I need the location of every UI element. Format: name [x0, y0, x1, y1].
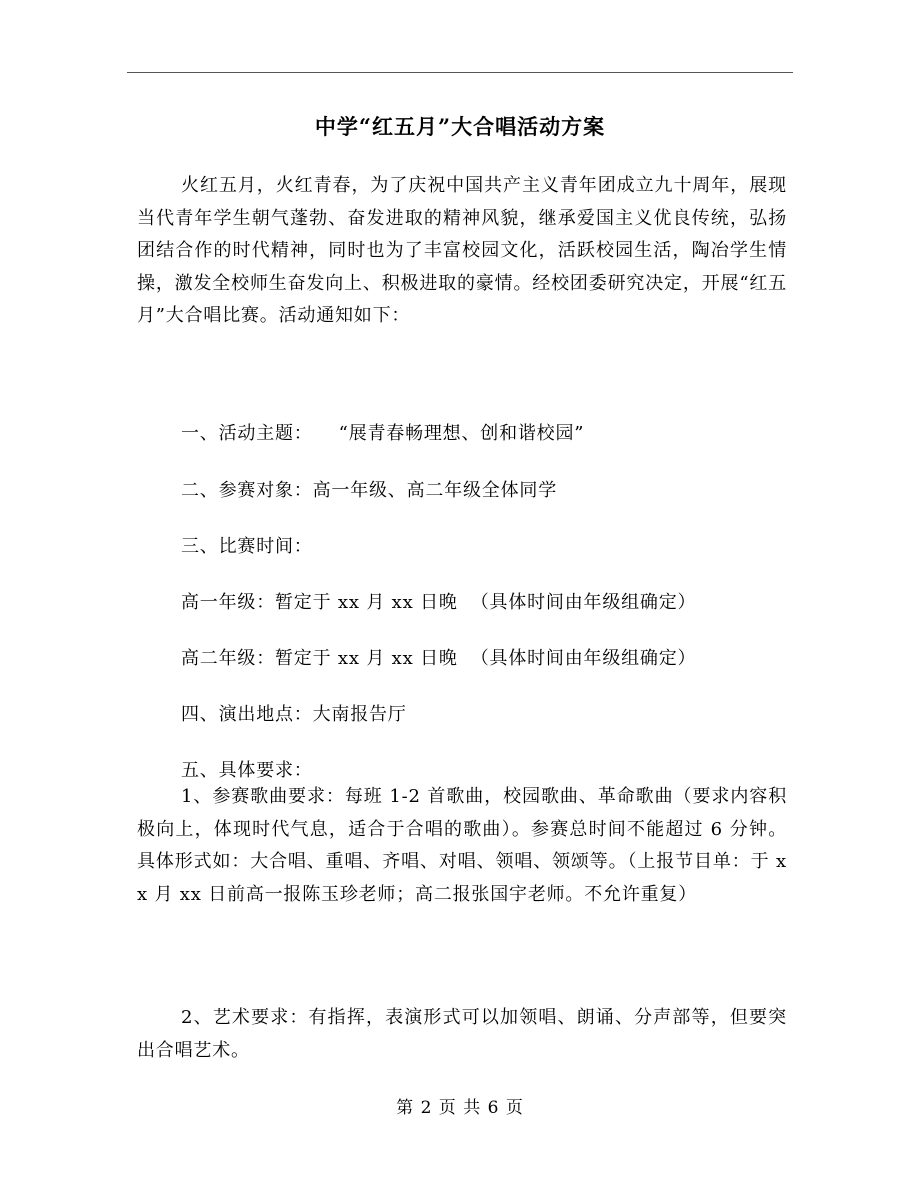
- item-time-grade1: 高一年级：暂定于 xx 月 xx 日晚 （具体时间由年级组确定）: [181, 592, 697, 613]
- item-time-heading: 三、比赛时间：: [181, 536, 313, 557]
- item-participants: 二、参赛对象：高一年级、高二年级全体同学: [181, 480, 557, 501]
- item-requirements-heading: 五、具体要求：: [181, 760, 313, 781]
- item-time-grade2: 高二年级：暂定于 xx 月 xx 日晚 （具体时间由年级组确定）: [181, 648, 697, 669]
- item-venue: 四、演出地点：大南报告厅: [181, 704, 407, 725]
- document-title: 中学“红五月”大合唱活动方案: [314, 114, 606, 139]
- intro-paragraph: 火红五月，火红青春，为了庆祝中国共产主义青年团成立九十周年，展现当代青年学生朝气蓬勃、奋发进取的精神风貌，继承爱国主义优良传统，弘扬团结合作的时代精神，同时也为了丰富校园文化，活跃校园生活，陶冶学生情操，激发全校师生奋发向上、积极进取的豪情。经校团委研究决定，开展“红五月”大合唱比赛。活动通知如下：: [137, 175, 787, 326]
- header-rule: [127, 72, 793, 73]
- requirement-art: 2、艺术要求：有指挥，表演形式可以加领唱、朗诵、分声部等，但要突出合唱艺术。: [137, 1007, 787, 1061]
- item-theme: 一、活动主题： “展青春畅理想、创和谐校园”: [181, 423, 585, 444]
- page-number: 第 2 页 共 6 页: [396, 1098, 524, 1118]
- requirement-songs: 1、参赛歌曲要求：每班 1-2 首歌曲，校园歌曲、革命歌曲（要求内容积极向上，体现时代气息，适合于合唱的歌曲）。参赛总时间不能超过 6 分钟。具体形式如：大合唱、重唱、齐唱、对唱、领唱、领颂等。（上报节目单：于 xx 月 xx 日前高一报陈玉珍老师；高二报张国宇老师。不允许重复）: [137, 786, 787, 905]
